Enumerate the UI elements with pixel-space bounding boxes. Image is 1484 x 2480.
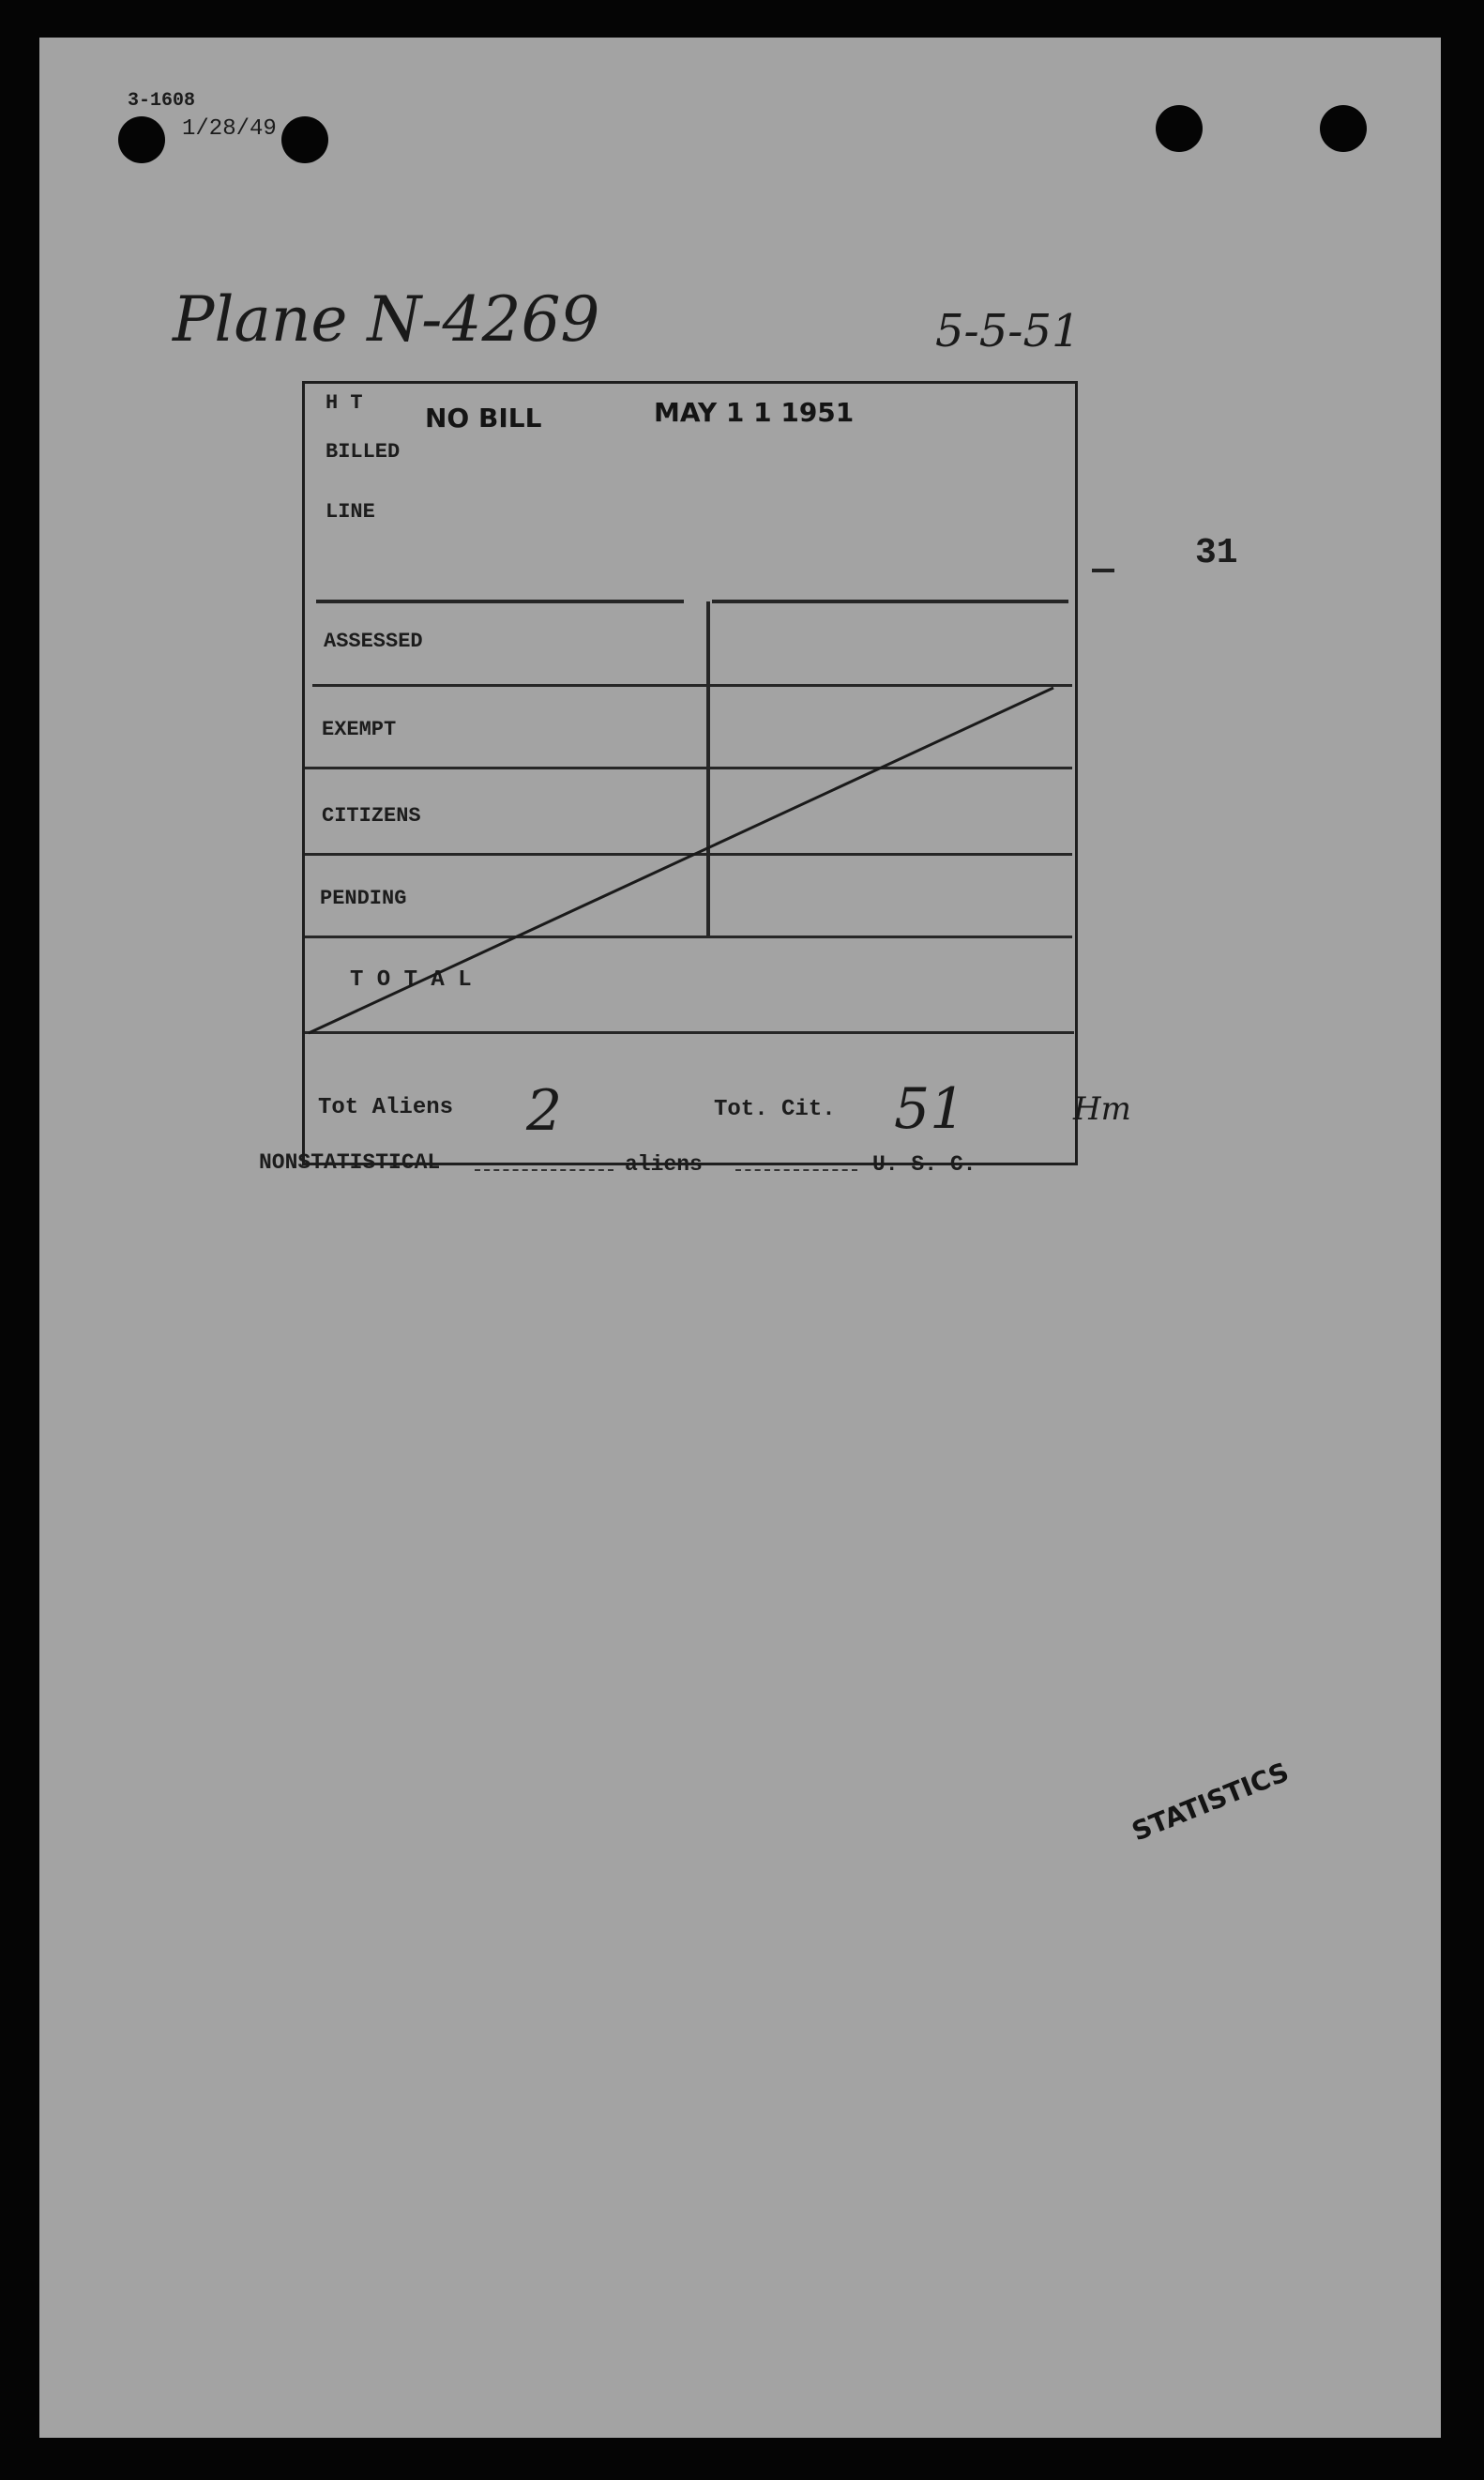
tot-cit-value: 51 [894,1076,966,1142]
punch-hole-right [1156,105,1203,152]
usc-label: U. S. C. [872,1152,977,1177]
no-bill-stamp: NO BILL [425,403,542,434]
nonstatistical-blank [475,1169,613,1171]
margin-number: 31 [1195,533,1238,573]
document-page [39,38,1441,2438]
total-label: T O T A L [350,967,472,993]
nonstatistical-label: NONSTATISTICAL [259,1150,441,1175]
statistics-stamp: STATISTICS [1128,1756,1294,1848]
form-number: 3-1608 [128,90,196,112]
row-label-assessed: ASSESSED [324,630,423,653]
margin-dash [1092,569,1114,572]
tot-aliens-value: 2 [526,1078,563,1144]
tot-aliens-label: Tot Aliens [318,1095,454,1120]
billed-label: BILLED [326,440,401,464]
handwritten-initials: Hm [1073,1090,1131,1128]
received-date-stamp: MAY 1 1 1951 [654,397,855,428]
row-label-citizens: CITIZENS [322,804,421,828]
cancel-stroke [309,688,1053,1033]
aliens-blank [735,1169,857,1171]
row-label-exempt: EXEMPT [322,718,397,741]
tot-cit-label: Tot. Cit. [714,1097,836,1122]
form-revision: 1/28/49 [182,116,277,142]
handwritten-plane-number: Plane N-4269 [173,283,600,356]
punch-hole-far-right [1320,105,1367,152]
handwritten-date: 5-5-51 [935,305,1081,358]
aliens-label: aliens [625,1152,703,1177]
punch-hole-left [118,116,165,163]
statistics-box [302,381,1078,1165]
row-label-pending: PENDING [320,887,407,910]
header-label: H T [326,391,363,415]
cancel-line [305,384,1081,1168]
line-label: LINE [326,500,375,524]
punch-hole-left-2 [281,116,328,163]
